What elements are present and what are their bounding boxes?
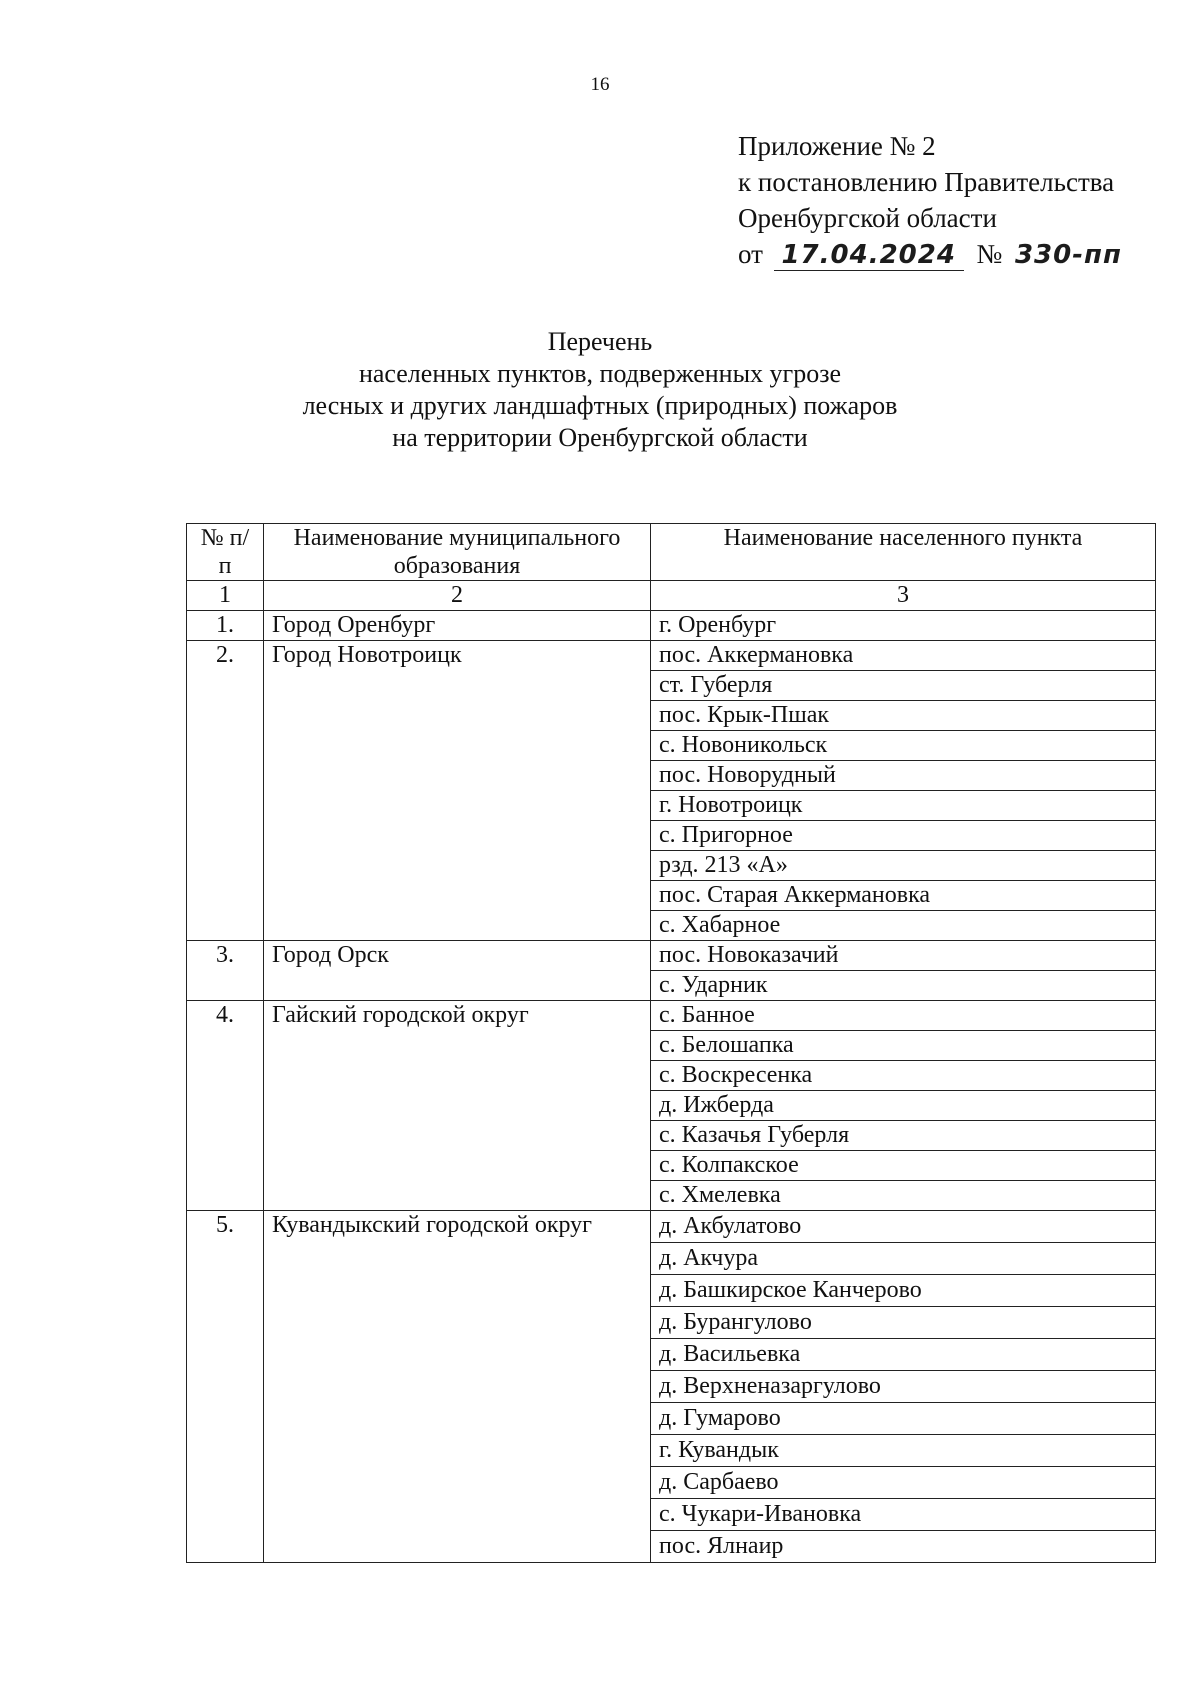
settlement-name: д. Верхненазаргулово xyxy=(651,1371,1156,1403)
table-row xyxy=(187,641,1156,671)
number-sign: № xyxy=(976,239,1003,269)
title-line-3: лесных и других ландшафтных (природных) пожаров xyxy=(302,391,898,420)
row-number: 5. xyxy=(187,1211,264,1563)
table-row xyxy=(187,1001,1156,1031)
appendix-block xyxy=(738,128,1122,273)
settlement-name: д. Ижберда xyxy=(651,1091,1156,1121)
settlement-name: с. Казачья Губерля xyxy=(651,1121,1156,1151)
settlement-name: д. Акчура xyxy=(651,1243,1156,1275)
settlement-name: с. Хабарное xyxy=(651,911,1156,941)
table-row xyxy=(187,941,1156,971)
municipality-name: Город Новотроицк xyxy=(264,641,651,941)
appendix-line-2: к постановлению Правительства xyxy=(738,167,1115,197)
settlement-name: с. Хмелевка xyxy=(651,1181,1156,1211)
settlement-name: д. Васильевка xyxy=(651,1339,1156,1371)
settlement-name: пос. Старая Аккермановка xyxy=(651,881,1156,911)
table-row xyxy=(187,611,1156,641)
row-number: 4. xyxy=(187,1001,264,1211)
settlement-name: с. Пригорное xyxy=(651,821,1156,851)
municipality-name: Гайский городской округ xyxy=(264,1001,651,1211)
title-line-2: населенных пунктов, подверженных угрозе xyxy=(358,359,842,388)
title-line-4: на территории Оренбургской области xyxy=(392,423,808,452)
row-number: 1. xyxy=(187,611,264,641)
settlement-name: д. Башкирское Канчерово xyxy=(651,1275,1156,1307)
municipality-name: Город Оренбург xyxy=(264,611,651,641)
settlement-name: рзд. 213 «А» xyxy=(651,851,1156,881)
index-cell-2: 2 xyxy=(264,581,651,611)
header-row xyxy=(187,524,1156,581)
settlement-name: пос. Крык-Пшак xyxy=(651,701,1156,731)
index-cell-1: 1 xyxy=(187,581,264,611)
settlements-table xyxy=(186,523,1156,1563)
settlement-name: с. Колпакское xyxy=(651,1151,1156,1181)
settlement-name: с. Банное xyxy=(651,1001,1156,1031)
date-prefix: от xyxy=(738,239,763,269)
header-municipality: Наименование муниципального образования xyxy=(264,524,651,581)
row-number: 2. xyxy=(187,641,264,941)
document-title xyxy=(0,326,1200,454)
settlement-name: д. Акбулатово xyxy=(651,1211,1156,1243)
settlement-name: д. Бурангулово xyxy=(651,1307,1156,1339)
handwritten-number: 330-пп xyxy=(1014,240,1122,270)
settlement-name: г. Кувандык xyxy=(651,1435,1156,1467)
settlement-name: пос. Ялнаир xyxy=(651,1531,1156,1563)
header-num: № п/п xyxy=(187,524,264,581)
appendix-date-line xyxy=(738,236,1122,273)
table-row xyxy=(187,1211,1156,1243)
settlement-name: д. Сарбаево xyxy=(651,1467,1156,1499)
index-cell-3: 3 xyxy=(651,581,1156,611)
settlement-name: с. Воскресенка xyxy=(651,1061,1156,1091)
settlement-name: д. Гумарово xyxy=(651,1403,1156,1435)
municipality-name: Город Орск xyxy=(264,941,651,1001)
page-number: 16 xyxy=(590,74,610,95)
settlement-name: с. Белошапка xyxy=(651,1031,1156,1061)
settlement-name: г. Новотроицк xyxy=(651,791,1156,821)
appendix-line-1: Приложение № 2 xyxy=(738,131,936,161)
municipality-name: Кувандыкский городской округ xyxy=(264,1211,651,1563)
settlement-name: пос. Аккермановка xyxy=(651,641,1156,671)
index-row xyxy=(187,581,1156,611)
settlement-name: пос. Новоказачий xyxy=(651,941,1156,971)
settlement-name: с. Новоникольск xyxy=(651,731,1156,761)
title-line-1: Перечень xyxy=(547,327,653,356)
settlement-name: с. Ударник xyxy=(651,971,1156,1001)
settlement-name: г. Оренбург xyxy=(651,611,1156,641)
settlement-name: ст. Губерля xyxy=(651,671,1156,701)
appendix-line-3: Оренбургской области xyxy=(738,203,997,233)
header-settlement: Наименование населенного пункта xyxy=(651,524,1156,581)
handwritten-date: 17.04.2024 xyxy=(774,240,964,271)
settlement-name: пос. Новорудный xyxy=(651,761,1156,791)
row-number: 3. xyxy=(187,941,264,1001)
settlement-name: с. Чукари-Ивановка xyxy=(651,1499,1156,1531)
